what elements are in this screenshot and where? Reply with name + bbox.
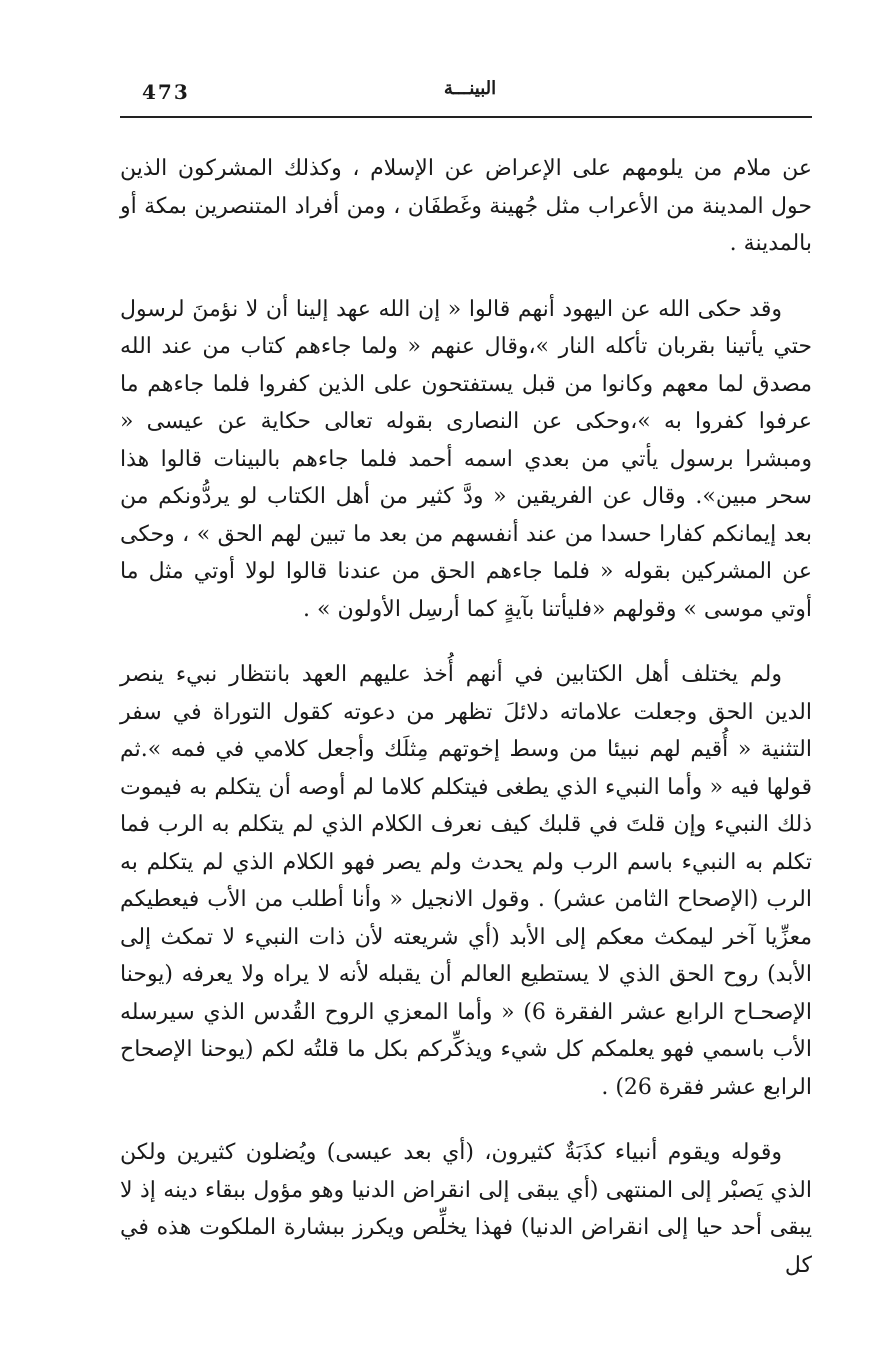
running-title: البينـــة — [443, 78, 497, 99]
paragraph-1: عن ملام من يلومهم على الإعراض عن الإسلام ، وكذلك المشركون الذين حول المدينة من الأعراب مثل جُهينة وغَطفَان ، ومن أفراد المتنصرين بمكة أو بالمدينة . — [120, 156, 812, 256]
paragraph-4: وقوله ويقوم أنبياء كذَبَةٌ كثيرون، (أي بعد عيسى) ويُضلون كثيرين ولكن الذي يَصبْر إلى المنتهى (أي يبقى إلى انقراض الدنيا وهو مؤول ببقاء دينه إذ لا يبقى أحد حيا إلى انقراض الدنيا) فهذا يخلِّص ويكرز ببشارة الملكوت هذه في كل — [120, 1140, 812, 1278]
page-number: 473 — [142, 80, 190, 104]
paragraph-3: ولم يختلف أهل الكتابين في أنهم أُخذ عليهم العهد بانتظار نبيء ينصر الدين الحق وجعلت علاماته دلائلَ تظهر من دعوته كقول التوراة في سفر التثنية « أُقيم لهم نبيئا من وسط إخوتهم مِثلَك وأجعل كلامي في فمه ».ثم قولها فيه « وأما النبيء الذي يطغى فيتكلم كلاما لم أوصه أن يتكلم به فيموت ذلك النبيء وإن قلتَ في قلبك كيف نعرف الكلام الذي لم يتكلم به الرب فما تكلم به النبيء باسم الرب ولم يحدث ولم يصر فهو الكلام الذي لم يتكلم به الرب (الإصحاح الثامن عشر) . وقول الانجيل « وأنا أطلب من الأب فيعطيكم معزِّيا آخر ليمكث معكم إلى الأبد (أي شريعته لأن ذات النبيء لا تمكث إلى الأبد) روح الحق الذي لا يستطيع العالم أن يقبله لأنه لا يراه ولا يعرفه (يوحنا الإصحـاح الرابع عشر الفقرة 6) « وأما المعزي الروح القُدس الذي سيرسله الأب باسمي فهو يعلمكم كل شيء ويذكِّركم بكل ما قلتُه لكم (يوحنا الإصحاح الرابع عشر فقرة 26) . — [120, 662, 812, 1100]
paragraph-2: وقد حكى الله عن اليهود أنهم قالوا « إن الله عهد إلينا أن لا نؤمنَ لرسول حتي يأتينا بقربان تأكله النار »،وقال عنهم « ولما جاءهم كتاب من عند الله مصدق لما معهم وكانوا من قبل يستفتحون على الذين كفروا فلما جاءهم ما عرفوا كفروا به »،وحكى عن النصارى بقوله تعالى حكاية عن عيسى « ومبشرا برسول يأتي من بعدي اسمه أحمد فلما جاءهم بالبينات قالوا هذا سحر مبين». وقال عن الفريقين « ودَّ كثير من أهل الكتاب لو يردُّونكم من بعد إيمانكم كفارا حسدا من عند أنفسهم من بعد ما تبين لهم الحق » ، وحكى عن المشركين بقوله « فلما جاءهم الحق من عندنا قالوا لولا أوتي مثل ما أوتي موسى » وقولهم «فليأتنا بآيةٍ كما أرسِل الأولون » . — [120, 296, 812, 622]
header-rule — [120, 116, 812, 118]
body-text — [120, 150, 812, 1284]
page-header — [120, 78, 812, 108]
